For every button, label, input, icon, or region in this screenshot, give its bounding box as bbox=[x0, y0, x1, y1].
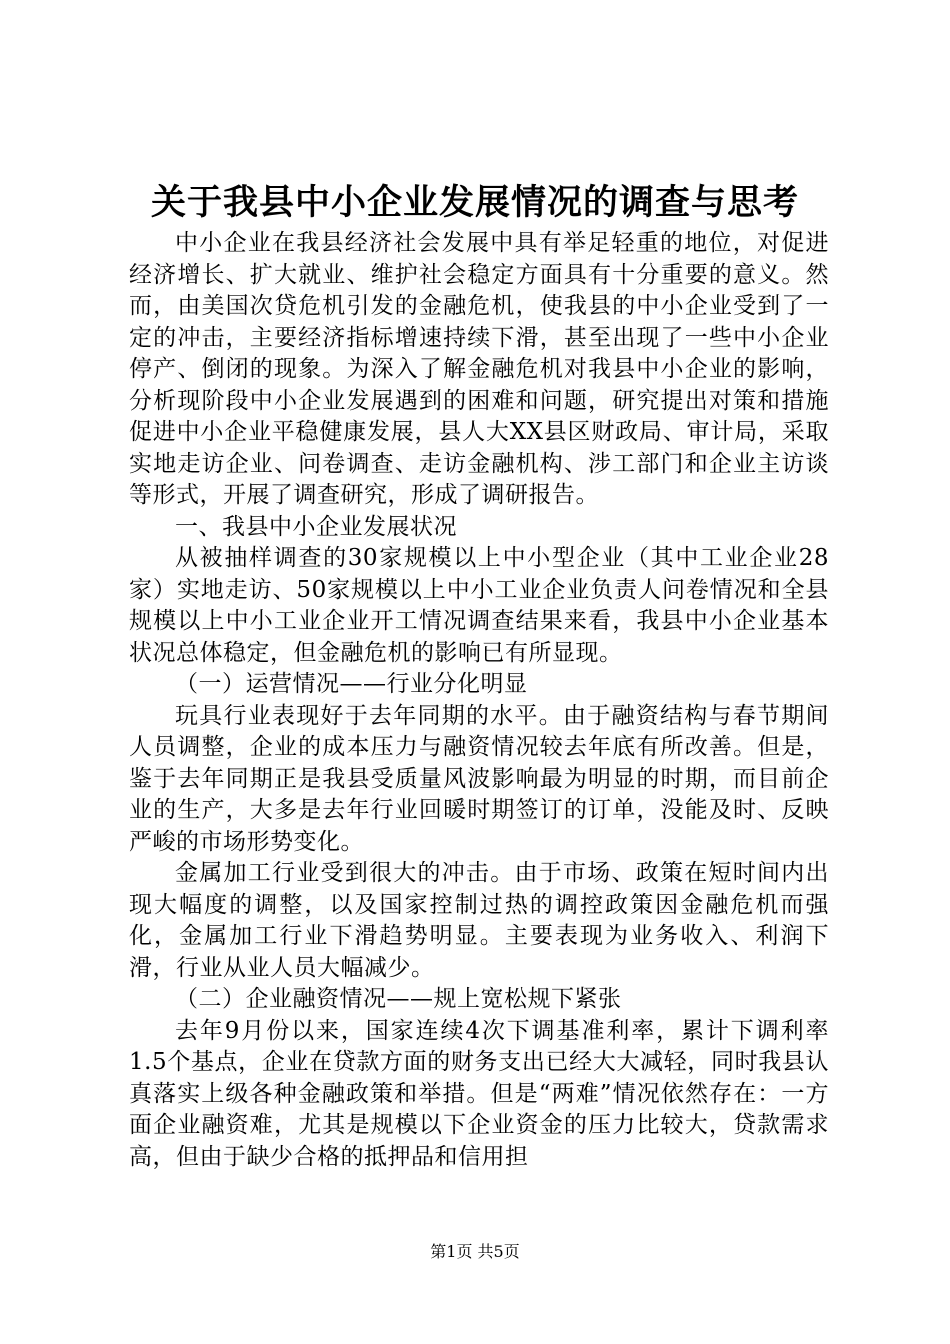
paragraph-intro: 中小企业在我县经济社会发展中具有举足轻重的地位，对促进经济增长、扩大就业、维护社会稳定方面具有十分重要的意义。然而，由美国次贷危机引发的金融危机，使我县的中小企业受到了一定的冲击，主要经济指标增速持续下滑，甚至出现了一些中小企业停产、倒闭的现象。为深入了解金融危机对我县中小企业的影响，分析现阶段中小企业发展遇到的困难和问题，研究提出对策和措施促进中小企业平稳健康发展，县人大XX县区财政局、审计局，采取实地走访企业、问卷调查、走访金融机构、涉工部门和企业主访谈等形式，开展了调查研究，形成了调研报告。 bbox=[129, 230, 829, 508]
paragraph-overview: 从被抽样调查的30家规模以上中小型企业（其中工业企业28家）实地走访、50家规模以上中小工业企业负责人问卷情况和全县规模以上中小工业企业开工情况调查结果来看，我县中小企业基本状况总体稳定，但金融危机的影响已有所显现。 bbox=[129, 545, 829, 666]
document-title: 关于我县中小企业发展情况的调查与思考 bbox=[150, 182, 799, 223]
paragraph-toy-industry: 玩具行业表现好于去年同期的水平。由于融资结构与春节期间人员调整，企业的成本压力与融资情况较去年底有所改善。但是，鉴于去年同期正是我县受质量风波影响最为明显的时期，而目前企业的生产，大多是去年行业回暖时期签订的订单，没能及时、反映严峻的市场形势变化。 bbox=[129, 702, 829, 855]
subsection-heading-1: （一）运营情况——行业分化明显 bbox=[175, 671, 528, 697]
section-heading-1: 一、我县中小企业发展状况 bbox=[175, 513, 457, 540]
subsection-heading-2: （二）企业融资情况——规上宽松规下紧张 bbox=[175, 986, 622, 1012]
paragraph-metal-industry: 金属加工行业受到很大的冲击。由于市场、政策在短时间内出现大幅度的调整，以及国家控制过热的调控政策因金融危机而强化，金属加工行业下滑趋势明显。主要表现为业务收入、利润下滑，行业从业人员大幅减少。 bbox=[129, 860, 829, 981]
paragraph-financing: 去年9月份以来，国家连续4次下调基准利率，累计下调利率1.5个基点，企业在贷款方面的财务支出已经大大减轻，同时我县认真落实上级各种金融政策和举措。但是“两难”情况依然存在：一方面企业融资难，尤其是规模以下企业资金的压力比较大，贷款需求高，但由于缺少合格的抵押品和信用担 bbox=[129, 1017, 829, 1170]
document-body bbox=[129, 228, 829, 1173]
page-number-footer: 第1页 共5页 bbox=[430, 1242, 520, 1261]
